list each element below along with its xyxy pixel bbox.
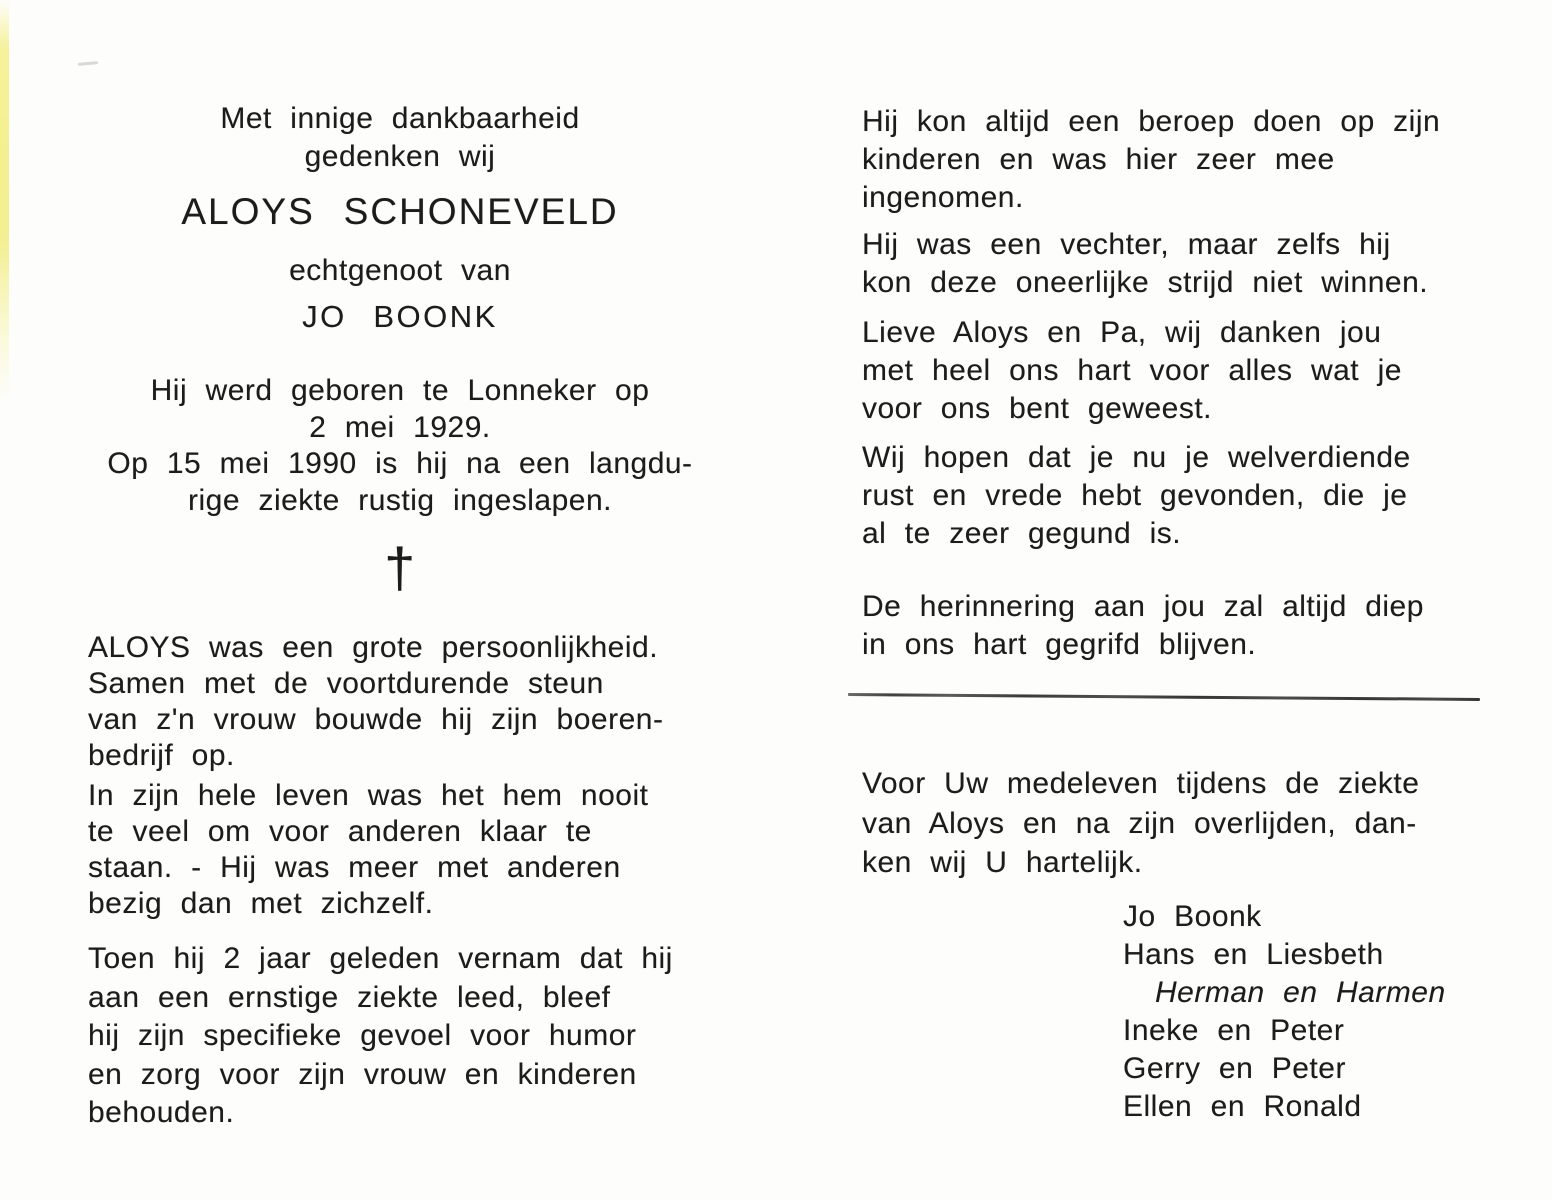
- signature-item: Ineke en Peter: [1123, 1014, 1345, 1047]
- text-line: Samen met de voortdurende steun: [88, 667, 604, 700]
- text-line: bedrijf op.: [88, 739, 235, 772]
- tribute-paragraph-3: [862, 314, 1487, 428]
- text-line: van z'n vrouw bouwde hij zijn boeren-: [88, 703, 664, 736]
- text-line: al te zeer gegund is.: [862, 517, 1182, 550]
- text-line: De herinnering aan jou zal altijd diep: [862, 590, 1424, 623]
- deceased-name: [60, 193, 740, 231]
- birth-line: 2 mei 1929.: [309, 411, 491, 444]
- text-line: kinderen en was hier zeer mee: [862, 143, 1335, 176]
- birth-info: [60, 372, 740, 446]
- text-line: voor ons bent geweest.: [862, 392, 1212, 425]
- acknowledgement-paragraph: [862, 764, 1487, 883]
- signature-item: Gerry en Peter: [1123, 1052, 1346, 1085]
- text-line: bezig dan met zichzelf.: [88, 887, 434, 920]
- signature-item-grandchildren: Herman en Harmen: [1155, 976, 1446, 1009]
- text-line: ken wij U hartelijk.: [862, 846, 1143, 879]
- text-line: ALOYS was een grote persoonlijkheid.: [88, 631, 659, 664]
- biography-paragraph-1: [88, 630, 778, 774]
- text-line: Voor Uw medeleven tijdens de ziekte: [862, 767, 1420, 800]
- text-line: in ons hart gegrifd blijven.: [862, 628, 1257, 661]
- tribute-paragraph-4: [862, 439, 1487, 553]
- text-line: Hij was een vechter, maar zelfs hij: [862, 228, 1391, 261]
- text-line: en zorg voor zijn vrouw en kinderen: [88, 1057, 637, 1091]
- deceased-name-text: ALOYS SCHONEVELD: [181, 191, 619, 232]
- text-line: In zijn hele leven was het hem nooit: [88, 779, 649, 812]
- text-line: van Aloys en na zijn overlijden, dan-: [862, 806, 1417, 840]
- signature-item: Ellen en Ronald: [1123, 1090, 1362, 1123]
- text-line: Lieve Aloys en Pa, wij danken jou: [862, 316, 1382, 349]
- intro-line: gedenken wij: [304, 140, 496, 173]
- signature-item: Jo Boonk: [1123, 900, 1262, 933]
- divider-line: [848, 693, 1480, 700]
- text-line: Wij hopen dat je nu je welverdiende: [862, 441, 1411, 474]
- biography-paragraph-2: [88, 778, 778, 922]
- tribute-paragraph-5: [862, 588, 1487, 664]
- pencil-smudge: [78, 61, 98, 66]
- spouse-name: [60, 298, 740, 336]
- text-line: hij zijn specifieke gevoel voor humor: [88, 1019, 637, 1052]
- intro-text: [60, 100, 740, 176]
- signature-item: Hans en Liesbeth: [1123, 938, 1384, 971]
- text-line: ingenomen.: [862, 181, 1024, 214]
- scanner-edge-artifact: [0, 0, 9, 400]
- birth-line: Hij werd geboren te Lonneker op: [150, 374, 650, 407]
- text-line: staan. - Hij was meer met anderen: [88, 851, 621, 884]
- relation-label-text: echtgenoot van: [289, 254, 511, 287]
- text-line: Hij kon altijd een beroep doen op zijn: [862, 105, 1441, 138]
- spouse-name-text: JO BOONK: [302, 299, 498, 334]
- relation-label: [60, 252, 740, 290]
- tribute-paragraph-2: [862, 226, 1487, 302]
- text-line: met heel ons hart voor alles wat je: [862, 354, 1402, 387]
- tribute-paragraph-1: [862, 103, 1487, 217]
- text-line: rust en vrede hebt gevonden, die je: [862, 479, 1408, 512]
- text-line: Toen hij 2 jaar geleden vernam dat hij: [88, 942, 673, 975]
- text-line: kon deze oneerlijke strijd niet winnen.: [862, 266, 1429, 299]
- signature-list: [1123, 898, 1543, 1126]
- biography-paragraph-3: [88, 940, 778, 1133]
- text-line: behouden.: [88, 1096, 235, 1129]
- text-line: aan een ernstige ziekte leed, bleef: [88, 980, 611, 1014]
- death-line: Op 15 mei 1990 is hij na een langdu-: [107, 447, 693, 480]
- text-line: te veel om voor anderen klaar te: [88, 815, 592, 848]
- death-info: [60, 445, 740, 519]
- intro-line: Met innige dankbaarheid: [220, 102, 580, 135]
- cross-icon: †: [384, 536, 416, 599]
- death-line: rige ziekte rustig ingeslapen.: [187, 484, 612, 517]
